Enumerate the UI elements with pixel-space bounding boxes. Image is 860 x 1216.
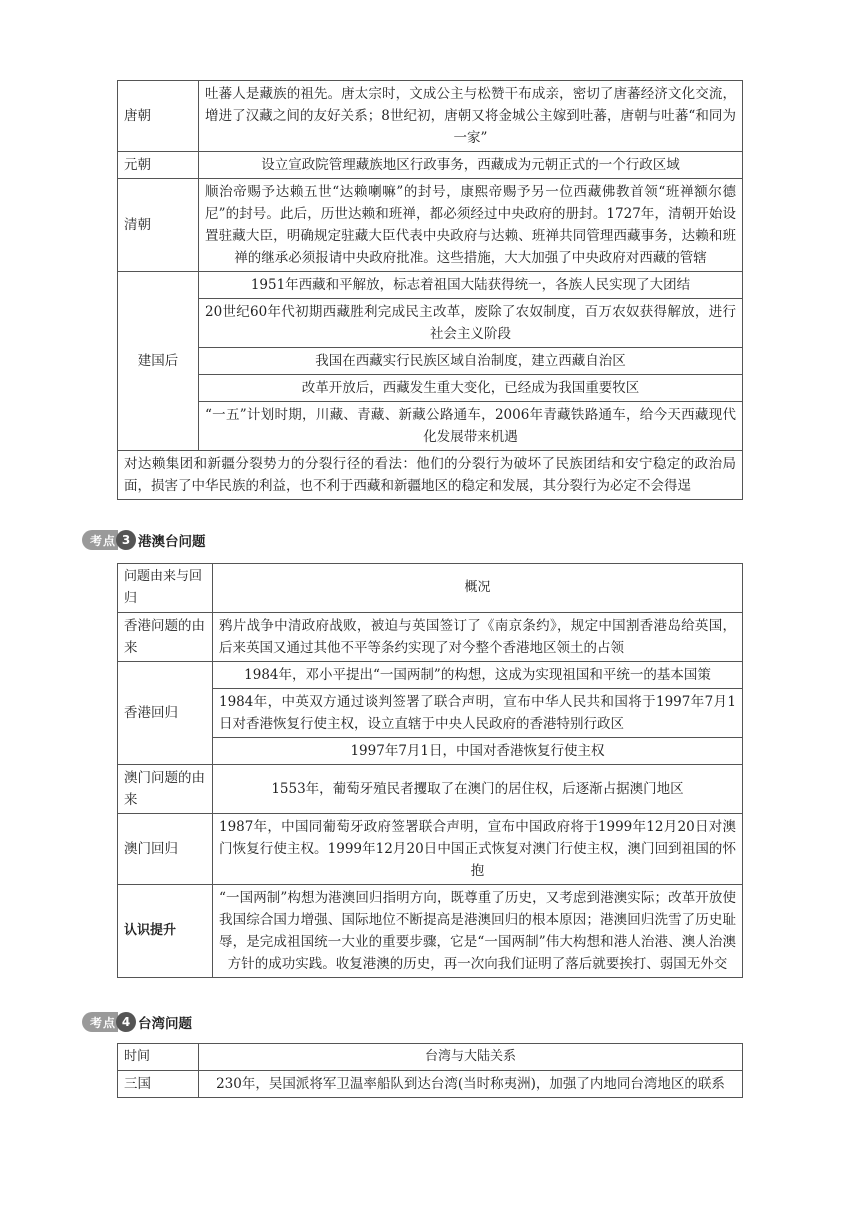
section-title: 台湾问题 (138, 1016, 193, 1032)
table-row (118, 613, 743, 662)
table-row (118, 299, 743, 348)
jianguo-item: 20世纪60年代初期西藏胜利完成民主改革，废除了农奴制度，百万农奴获得解放，进行社会主义阶段 (199, 299, 743, 348)
header-col1: 时间 (118, 1044, 199, 1071)
hk-macao-table (117, 563, 743, 978)
table-row (118, 402, 743, 451)
table-row (118, 765, 743, 814)
header-col2: 台湾与大陆关系 (199, 1044, 743, 1071)
jianguo-item: 改革开放后，西藏发生重大变化，已经成为我国重要牧区 (199, 375, 743, 402)
row-label-hk-origin: 香港问题的由来 (118, 613, 213, 662)
table-row (118, 272, 743, 299)
kaodian-badge: 考点 (82, 530, 118, 550)
table-row (118, 81, 743, 152)
table-row (118, 348, 743, 375)
row-label-sanguo: 三国 (118, 1071, 199, 1098)
table-row (118, 152, 743, 179)
jianguo-item: 我国在西藏实行民族区域自治制度，建立西藏自治区 (199, 348, 743, 375)
tibet-table (117, 80, 743, 500)
row-text-yuan: 设立宣政院管理藏族地区行政事务，西藏成为元朝正式的一个行政区域 (199, 152, 743, 179)
table-row (118, 451, 743, 500)
row-text-sanguo: 230年，吴国派将军卫温率船队到达台湾(当时称夷洲)，加强了内地同台湾地区的联系 (199, 1071, 743, 1098)
hk-return-item: 1984年，中英双方通过谈判签署了联合声明，宣布中华人民共和国将于1997年7月1日对香港恢复行使主权，设立直辖于中央人民政府的香港特别行政区 (213, 689, 743, 738)
kaodian-badge: 考点 (82, 1012, 118, 1032)
row-label-tang: 唐朝 (118, 81, 199, 152)
table-row (118, 179, 743, 272)
row-text-macao-origin: 1553年，葡萄牙殖民者攫取了在澳门的居住权，后逐渐占据澳门地区 (213, 765, 743, 814)
jianguo-item: “一五”计划时期，川藏、青藏、新藏公路通车，2006年青藏铁路通车，给今天西藏现代化发展带来机遇 (199, 402, 743, 451)
row-label-jianguo: 建国后 (118, 272, 199, 451)
row-text-macao-return: 1987年，中国同葡萄牙政府签署联合声明，宣布中国政府将于1999年12月20日对澳门恢复行使主权。1999年12月20日中国正式恢复对澳门行使主权，澳门回到祖国的怀抱 (213, 814, 743, 885)
hk-return-item: 1984年，邓小平提出“一国两制”的构想，这成为实现祖国和平统一的基本国策 (213, 662, 743, 689)
hk-return-item: 1997年7月1日，中国对香港恢复行使主权 (213, 738, 743, 765)
header-col2: 概况 (213, 564, 743, 613)
row-text-qing: 顺治帝赐予达赖五世“达赖喇嘛”的封号，康熙帝赐予另一位西藏佛教首领“班禅额尔德尼”的封号。此后，历世达赖和班禅，都必须经过中央政府的册封。1727年，清朝开始设置驻藏大臣，明确规定驻藏大臣代表中央政府与达赖、班禅共同管理西藏事务，达赖和班禅的继承必须报请中央政府批准。这些措施，大大加强了中央政府对西藏的管辖 (199, 179, 743, 272)
row-label-qing: 清朝 (118, 179, 199, 272)
table-row (118, 375, 743, 402)
row-label-hk-return: 香港回归 (118, 662, 213, 765)
kaodian-number: 4 (116, 1012, 136, 1032)
table-row (118, 814, 743, 885)
table-row (118, 1071, 743, 1098)
section-heading-4 (82, 1012, 192, 1032)
row-text-insight: “一国两制”构想为港澳回归指明方向，既尊重了历史，又考虑到港澳实际；改革开放使我国综合国力增强、国际地位不断提高是港澳回归的根本原因；港澳回归洗雪了历史耻辱，是完成祖国统一大业的重要步骤，它是“一国两制”伟大构想和港人治港、澳人治澳方针的成功实践。收复港澳的历史，再一次向我们证明了落后就要挨打、弱国无外交 (213, 885, 743, 978)
taiwan-table (117, 1043, 743, 1098)
separatism-summary: 对达赖集团和新疆分裂势力的分裂行径的看法：他们的分裂行为破坏了民族团结和安宁稳定的政治局面，损害了中华民族的利益，也不利于西藏和新疆地区的稳定和发展，其分裂行为必定不会得逞 (118, 451, 743, 500)
section-heading-3 (82, 530, 206, 550)
row-label-insight: 认识提升 (118, 885, 213, 978)
row-text-hk-origin: 鸦片战争中清政府战败，被迫与英国签订了《南京条约》，规定中国割香港岛给英国，后来英国又通过其他不平等条约实现了对今整个香港地区领土的占领 (213, 613, 743, 662)
row-text-tang: 吐蕃人是藏族的祖先。唐太宗时，文成公主与松赞干布成亲，密切了唐蕃经济文化交流，增进了汉藏之间的友好关系；8世纪初，唐朝又将金城公主嫁到吐蕃，唐朝与吐蕃“和同为一家” (199, 81, 743, 152)
table-row (118, 564, 743, 613)
row-label-macao-return: 澳门回归 (118, 814, 213, 885)
row-label-macao-origin: 澳门问题的由来 (118, 765, 213, 814)
table-row (118, 1044, 743, 1071)
jianguo-item: 1951年西藏和平解放，标志着祖国大陆获得统一，各族人民实现了大团结 (199, 272, 743, 299)
header-col1: 问题由来与回归 (118, 564, 213, 613)
table-row (118, 885, 743, 978)
kaodian-number: 3 (116, 530, 136, 550)
section-title: 港澳台问题 (138, 534, 206, 550)
table-row (118, 662, 743, 689)
row-label-yuan: 元朝 (118, 152, 199, 179)
